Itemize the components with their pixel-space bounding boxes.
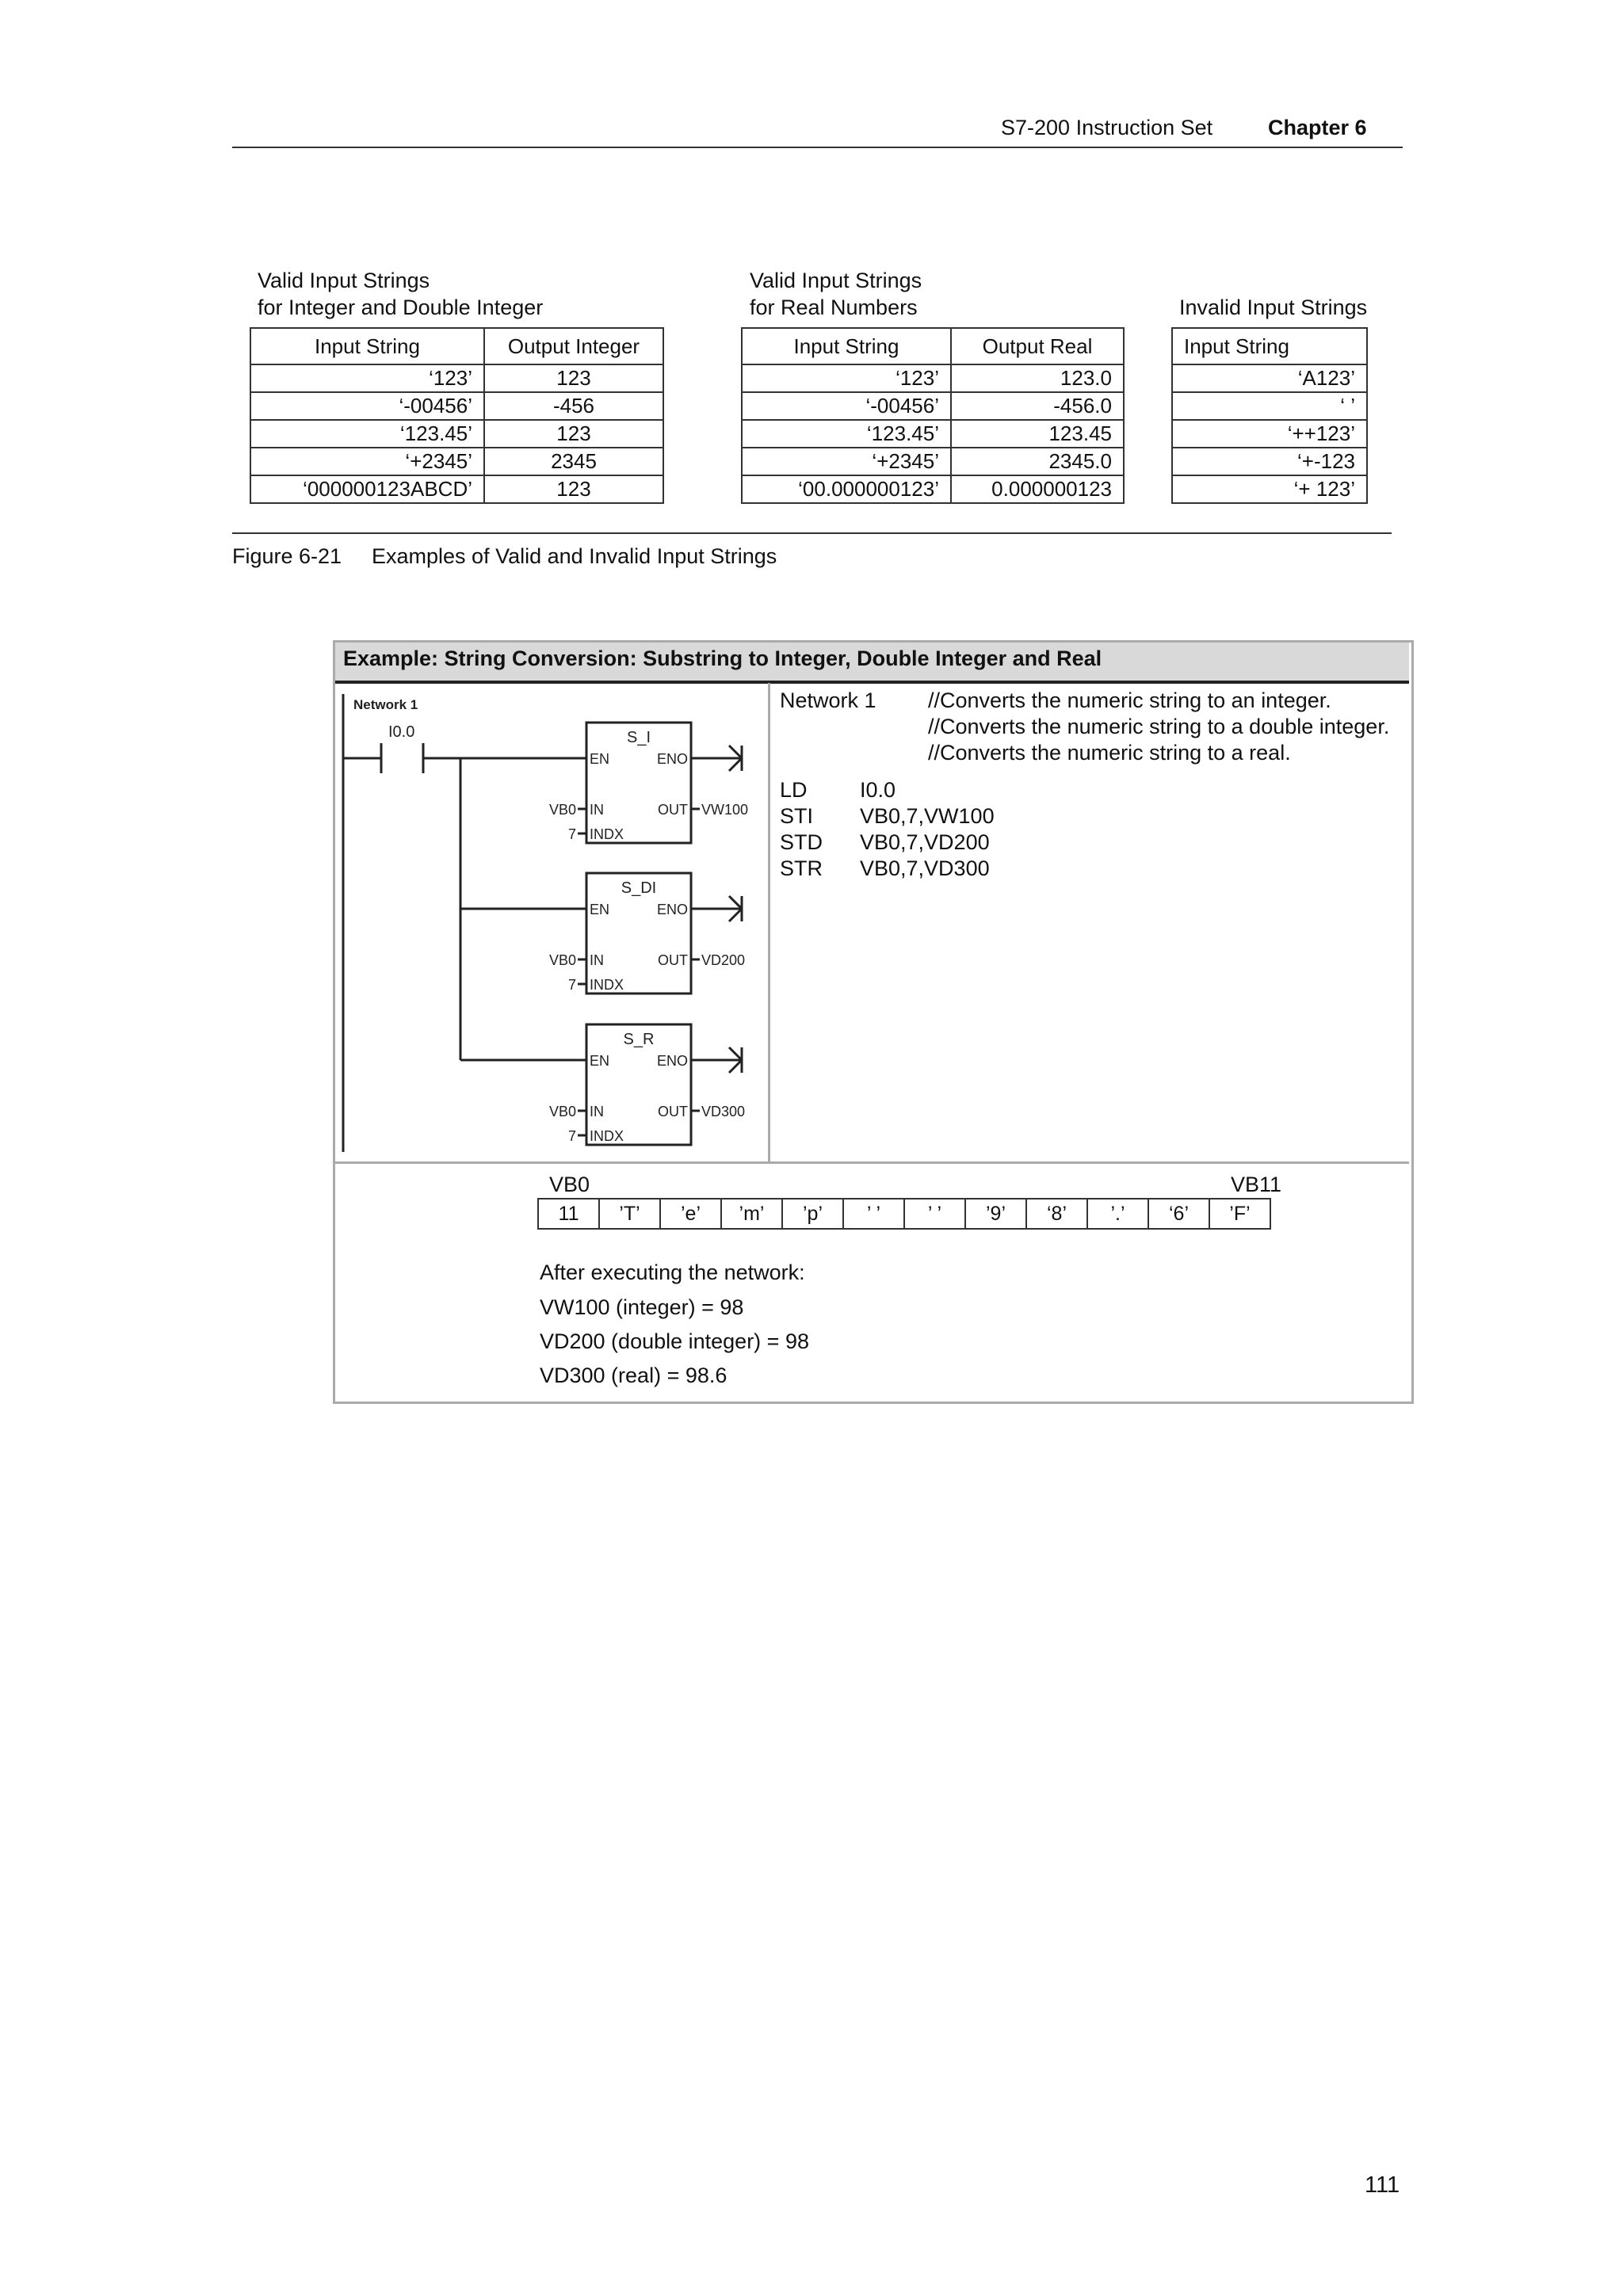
stl-op: LD: [780, 778, 808, 802]
figure-caption: [232, 544, 777, 569]
svg-text:VD200: VD200: [701, 952, 746, 968]
invalid-table-title: Invalid Input Strings: [1179, 296, 1368, 319]
stl-operand: VB0,7,VD300: [860, 856, 990, 880]
byte-cell: ’T’: [599, 1199, 660, 1229]
table-row: ‘-00456’ -456.0: [742, 392, 1124, 420]
stl-operand: VB0,7,VD200: [860, 830, 990, 854]
svg-text:IN: IN: [590, 1104, 604, 1119]
table-row: ‘++123’: [1172, 420, 1367, 448]
svg-text:VW100: VW100: [701, 802, 749, 818]
ladder-network-label: Network 1: [353, 697, 418, 712]
memory-end-label: VB11: [1231, 1173, 1282, 1196]
byte-cell: ’ ’: [843, 1199, 904, 1229]
result-intro: After executing the network:: [540, 1261, 805, 1284]
svg-text:ENO: ENO: [656, 1053, 688, 1069]
byte-cell: ’p’: [782, 1199, 843, 1229]
stl-op: STR: [780, 856, 823, 880]
header-section: S7-200 Instruction Set: [1001, 116, 1213, 139]
stl-comment: //Converts the numeric string to an integer.: [928, 688, 1331, 712]
memory-start-label: VB0: [549, 1173, 590, 1196]
svg-text:EN: EN: [590, 1053, 610, 1069]
stl-comment: //Converts the numeric string to a real.: [928, 741, 1291, 765]
table-row: ‘+-123: [1172, 448, 1367, 475]
real-table-title: Valid Input Strings for Real Numbers: [750, 269, 922, 319]
stl-op: STI: [780, 804, 814, 828]
col-header: Output Integer: [484, 328, 663, 364]
table-row: [538, 1199, 1270, 1229]
svg-text:OUT: OUT: [658, 952, 688, 968]
result-line: VD300 (real) = 98.6: [540, 1363, 727, 1387]
byte-cell: ‘8’: [1026, 1199, 1087, 1229]
svg-text:VD300: VD300: [701, 1104, 746, 1119]
byte-cell: ’.’: [1087, 1199, 1148, 1229]
real-table: [741, 327, 1125, 504]
table-row: ‘00.000000123’ 0.000000123: [742, 475, 1124, 503]
integer-table-title: Valid Input Strings for Integer and Double Integer: [258, 269, 544, 319]
svg-text:ENO: ENO: [656, 902, 688, 917]
table-row: ‘+2345’ 2345.0: [742, 448, 1124, 475]
stl-network-label: Network 1: [780, 688, 876, 712]
header-chapter: Chapter 6: [1268, 116, 1367, 139]
example-horizontal-divider: [335, 1161, 1409, 1164]
byte-cell: ’9’: [965, 1199, 1026, 1229]
svg-text:VB0: VB0: [548, 952, 576, 968]
svg-text:VB0: VB0: [548, 802, 576, 818]
figure-number: Figure 6-21: [232, 544, 342, 568]
result-line: VD200 (double integer) = 98: [540, 1329, 809, 1353]
box-name: S_R: [623, 1031, 655, 1048]
svg-text:IN: IN: [590, 802, 604, 818]
page-number: 111: [1365, 2172, 1400, 2198]
table-row: ‘+2345’ 2345: [250, 448, 663, 475]
svg-text:7: 7: [567, 826, 576, 842]
svg-text:7: 7: [567, 977, 576, 993]
byte-cell: ’ ’: [904, 1199, 965, 1229]
table-row: ‘123.45’ 123: [250, 420, 663, 448]
example-title: Example: String Conversion: Substring to Integer, Double Integer and Real: [343, 646, 1102, 670]
memory-byte-table: [537, 1198, 1271, 1230]
table-row: ‘123’ 123.0: [742, 364, 1124, 392]
svg-text:OUT: OUT: [658, 802, 688, 818]
stl-operand: VB0,7,VW100: [860, 804, 995, 828]
svg-text:ENO: ENO: [656, 751, 688, 767]
integer-table: [250, 327, 664, 504]
table-row: ‘-00456’ -456: [250, 392, 663, 420]
table-row: ‘+ 123’: [1172, 475, 1367, 503]
caption-rule: [232, 532, 1392, 534]
example-vertical-divider: [768, 683, 770, 1163]
figure-caption-text: Examples of Valid and Invalid Input Strings: [372, 544, 777, 568]
contact-label: I0.0: [388, 723, 415, 741]
col-header: Input String: [742, 328, 951, 364]
stl-comment: //Converts the numeric string to a double integer.: [928, 715, 1390, 738]
byte-cell: ’F’: [1209, 1199, 1270, 1229]
table-row: ‘ ’: [1172, 392, 1367, 420]
header-rule: [232, 147, 1403, 148]
invalid-table: [1171, 327, 1368, 504]
col-header: Input String: [250, 328, 484, 364]
col-header: Output Real: [951, 328, 1124, 364]
svg-text:INDX: INDX: [590, 826, 624, 842]
svg-text:VB0: VB0: [548, 1104, 576, 1119]
byte-cell: 11: [538, 1199, 599, 1229]
table-row: ‘123.45’ 123.45: [742, 420, 1124, 448]
byte-cell: ’e’: [660, 1199, 721, 1229]
col-header: Input String: [1172, 328, 1367, 364]
box-name: S_I: [626, 729, 651, 746]
svg-text:IN: IN: [590, 952, 604, 968]
svg-text:INDX: INDX: [590, 1128, 624, 1144]
result-line: VW100 (integer) = 98: [540, 1295, 744, 1319]
byte-cell: ‘6’: [1148, 1199, 1209, 1229]
table-row: ‘000000123ABCD’ 123: [250, 475, 663, 503]
svg-text:7: 7: [567, 1128, 576, 1144]
svg-text:INDX: INDX: [590, 977, 624, 993]
svg-text:OUT: OUT: [658, 1104, 688, 1119]
table-row: ‘123’ 123: [250, 364, 663, 392]
stl-operand: I0.0: [860, 778, 896, 802]
ladder-diagram: [338, 683, 766, 1161]
table-row: ‘A123’: [1172, 364, 1367, 392]
svg-text:EN: EN: [590, 751, 610, 767]
svg-text:EN: EN: [590, 902, 610, 917]
box-name: S_DI: [621, 879, 657, 897]
stl-op: STD: [780, 830, 823, 854]
byte-cell: ’m’: [721, 1199, 782, 1229]
